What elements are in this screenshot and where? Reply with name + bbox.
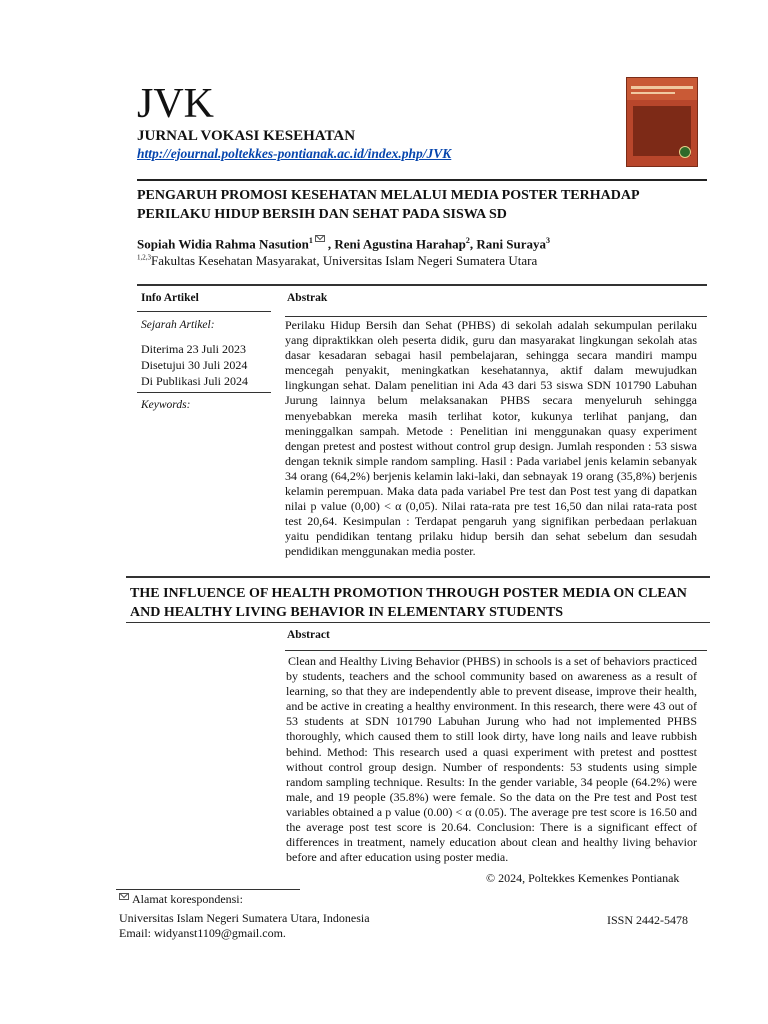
abstrak-text: Perilaku Hidup Bersih dan Sehat (PHBS) di sekolah adalah sekumpulan perilaku yang dipraktikkan oleh peserta didik, guru dan masyarakat lingkungan sekolah atas dasar kesadaran sebagai hasil pembelajaran, sehingga secara mandiri mampu mencegah penyakit, meningkatkan kesehatannya, aktif dalam mewujudkan lingkungan sehat. Dalam penelitian ini Ada 43 dari 53 siswa SDN 101790 Labuhan Jurung lainnya belum melaksanakan PHBS secara menyeluruh sehingga menyebabkan mereka masih terlihat kotor, kukunya terlihat panjang, dan meninggalkan sampah. Metode : Penelitian ini menggunakan quasy experiment dengan pretest and postest without control grup design. Jumlah responden : 53 siswa dengan teknik simple random sampling. Hasil : Pada variabel jenis kelamin sebanyak 34 orang (64,2%) berjenis kelamin laki-laki, dan sebnayak 19 orang (35,8%) berjenis kelamin perempuan. Maka data pada variabel Pre test dan Post test yang di dapatkan nilai p value (0,00) < α (0,05). Nilai rata-rata pre test 16,50 dan nilai rata-rata post test 20,64. Kesimpulan : Terdapat pengaruh yang signifikan perbedaan perlakuan yaitu pendidikan tentang prilaku hidup bersih dan sehat sebelum dan sesudah pendidikan menggunakan media poster.: [285, 318, 697, 559]
article-title-id: PENGARUH PROMOSI KESEHATAN MELALUI MEDIA POSTER TERHADAP PERILAKU HIDUP BERSIH DAN SEHAT PADA SISWA SD: [137, 188, 639, 222]
info-rule: [137, 311, 271, 312]
published-date: Di Publikasi Juli 2024: [141, 374, 249, 388]
correspondence-email: Email: widyanst1109@gmail.com.: [119, 926, 286, 940]
envelope-icon: [315, 235, 325, 242]
keywords-label: Keywords:: [141, 399, 191, 411]
author-name: Sopiah Widia Rahma Nasution: [137, 236, 309, 252]
abstract-text: Clean and Healthy Living Behavior (PHBS) in schools is a set of behaviors practiced by students, teachers and the school community based on awareness as a result of learning, so that they are independently able to prevent disease, improve their health, and be active in creating a healthy environment. In this research, there were 43 out of 53 students at SDN 101790 Labuhan Jurung who had not implemented PHBS thoroughly, which caused them to still look dirty, have long nails and leave rubbish behind. Method: This research used a quasi experiment with pretest and posttest without control group design. Number of respondents: 53 students using simple random sampling technique. Results: In the gender variable, 34 people (64.2%) were male, and 19 people (35.8%) were female. So the data on the Pre test and Post test variables obtained a p value (0.00) < α (0.05). The average pre test score is 16.50 and the average post test score is 20.64. Conclusion: There is a significant effect of differences in treatment, namely education about clean and healthy living behavior before and after education using poster media.: [286, 654, 697, 865]
correspondence-block: [119, 892, 243, 907]
journal-logo-icon: [679, 146, 691, 158]
header-divider: [137, 179, 707, 181]
footnote-rule: [116, 889, 300, 890]
abstract-rule: [285, 650, 707, 651]
section-divider: [126, 576, 710, 578]
received-date: Diterima 23 Juli 2023: [141, 342, 246, 356]
abstrak-rule: [285, 316, 707, 317]
envelope-icon: [119, 893, 129, 900]
author-sup: 2: [465, 236, 470, 245]
keywords-rule: [137, 392, 271, 393]
approved-date: Disetujui 30 Juli 2024: [141, 358, 248, 372]
abstract-heading: Abstract: [287, 629, 330, 641]
journal-abbrev: JVK: [137, 81, 215, 127]
correspondence-label: Alamat korespondensi:: [132, 892, 243, 906]
copyright-notice: © 2024, Poltekkes Kemenkes Pontianak: [486, 871, 680, 885]
affiliation-sup: 1,2,3: [137, 253, 151, 262]
author-sup: 1: [308, 236, 313, 245]
info-heading: Info Artikel: [141, 292, 199, 304]
issn-number: ISSN 2442-5478: [607, 913, 689, 927]
author-name: Reni Agustina Harahap: [334, 236, 466, 252]
article-title-en: THE INFLUENCE OF HEALTH PROMOTION THROUGH POSTER MEDIA ON CLEAN AND HEALTHY LIVING BEHAVIOR IN ELEMENTARY STUDENTS: [130, 586, 687, 620]
title-en-rule: [126, 622, 710, 623]
journal-cover-image: [626, 77, 698, 167]
author-name: Rani Suraya: [476, 236, 547, 252]
author-sup: 3: [546, 236, 551, 245]
affiliation-text: Fakultas Kesehatan Masyarakat, Universitas Islam Negeri Sumatera Utara: [151, 253, 538, 268]
journal-name: JURNAL VOKASI KESEHATAN: [137, 128, 356, 144]
journal-url-link[interactable]: http://ejournal.poltekkes-pontianak.ac.id/index.php/JVK: [137, 146, 452, 161]
info-top-rule: [137, 284, 707, 286]
affiliation: [137, 253, 537, 269]
history-label: Sejarah Artikel:: [141, 319, 215, 331]
author-list: Sopiah Widia Rahma Nasution$^1$ , Reni Agustina Harahap$^2$, Rani Suraya$^3$: [137, 236, 551, 252]
correspondence-institution: Universitas Islam Negeri Sumatera Utara, Indonesia: [119, 911, 370, 925]
abstrak-heading: Abstrak: [287, 292, 328, 304]
